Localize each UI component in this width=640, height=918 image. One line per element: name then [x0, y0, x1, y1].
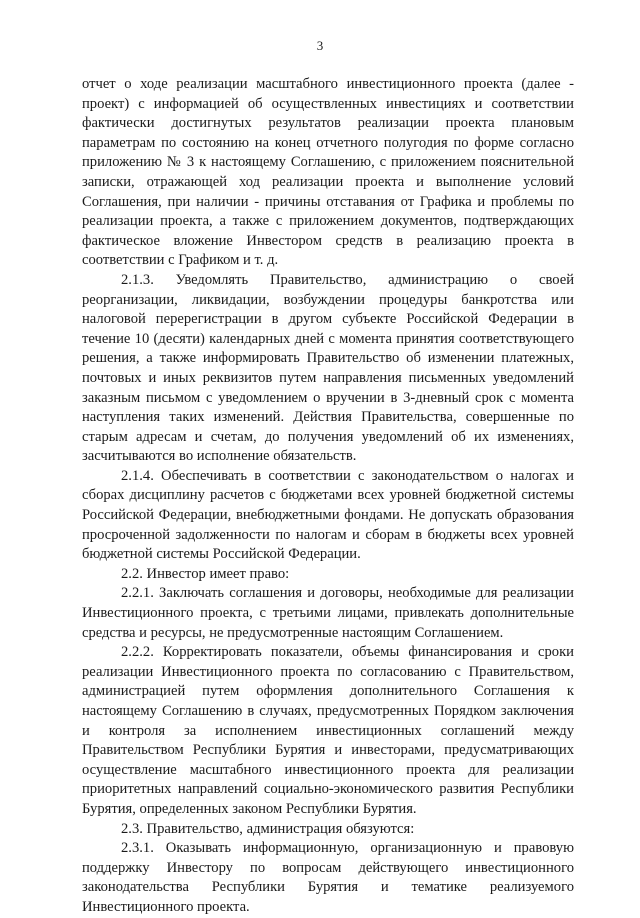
paragraph-2-1-4: 2.1.4. Обеспечивать в соответствии с законодательством о налогах и сборах дисциплину расчетов с бюджетами всех уровней бюджетной системы Российской Федерации, внебюджетными фондами. Не допускать образования просроченной задолженности по налогам и сборам в бюджеты всех уровней бюджетной системы Российской Федерации.	[82, 467, 574, 563]
paragraph-2-3-heading: 2.3. Правительство, администрация обязуются:	[121, 820, 415, 837]
paragraph-2-2-1: 2.2.1. Заключать соглашения и договоры, необходимые для реализации Инвестиционного проекта, с третьими лицами, привлекать дополнительные средства и ресурсы, не предусмотренные настоящим Соглашением.	[82, 585, 574, 641]
page-number: 3	[316, 38, 324, 53]
paragraph-2-2-heading: 2.2. Инвестор имеет право:	[121, 565, 290, 582]
paragraph-2-1-3: 2.1.3. Уведомлять Правительство, администрацию о своей реорганизации, ликвидации, возбуждении процедуры банкротства или налоговой перерегистрации в другом субъекте Российской Федерации в течение 10 (десяти) календарных дней с момента принятия соответствующего решения, а также информировать Правительство об изменении платежных, почтовых и иных реквизитов путем направления письменных уведомлений заказным письмом с уведомлением о вручении в 3-дневный срок с момента наступления таких изменений. Действия Правительства, совершенные по старым адресам и счетам, до получения уведомлений об их изменениях, засчитываются во исполнение обязательств.	[82, 271, 574, 465]
document-body	[82, 75, 574, 918]
paragraph-2-3-1: 2.3.1. Оказывать информационную, организационную и правовую поддержку Инвестору по вопросам действующего инвестиционного законодательства Республики Бурятия и тематике реализуемого Инвестиционного проекта.	[82, 840, 574, 915]
paragraph-2-2-2: 2.2.2. Корректировать показатели, объемы финансирования и сроки реализации Инвестиционного проекта по согласованию с Правительством, администрацией путем оформления дополнительного Соглашения к настоящему Соглашению в случаях, предусмотренных Порядком заключения и контроля за исполнением инвестиционных соглашений между Правительством Республики Бурятия и инвесторами, предусматривающих осуществление масштабного инвестиционного проекта для реализации приоритетных направлений социально-экономического развития Республики Бурятия, определенных законом Республики Бурятия.	[82, 644, 574, 817]
paragraph-report-continuation: отчет о ходе реализации масштабного инвестиционного проекта (далее - проект) с информацией об осуществленных инвестициях и соответствии фактически достигнутых результатов реализации проекта плановым параметрам по состоянию на конец отчетного полугодия по форме согласно приложению № 3 к настоящему Соглашению, с приложением пояснительной записки, отражающей ход реализации проекта и выполнение условий Соглашения, при наличии - причины отставания от Графика и проблемы по реализации проекта, а также с приложением документов, подтверждающих фактическое вложение Инвестором средств в реализацию проекта в соответствии с Графиком и т. д.	[82, 76, 574, 269]
